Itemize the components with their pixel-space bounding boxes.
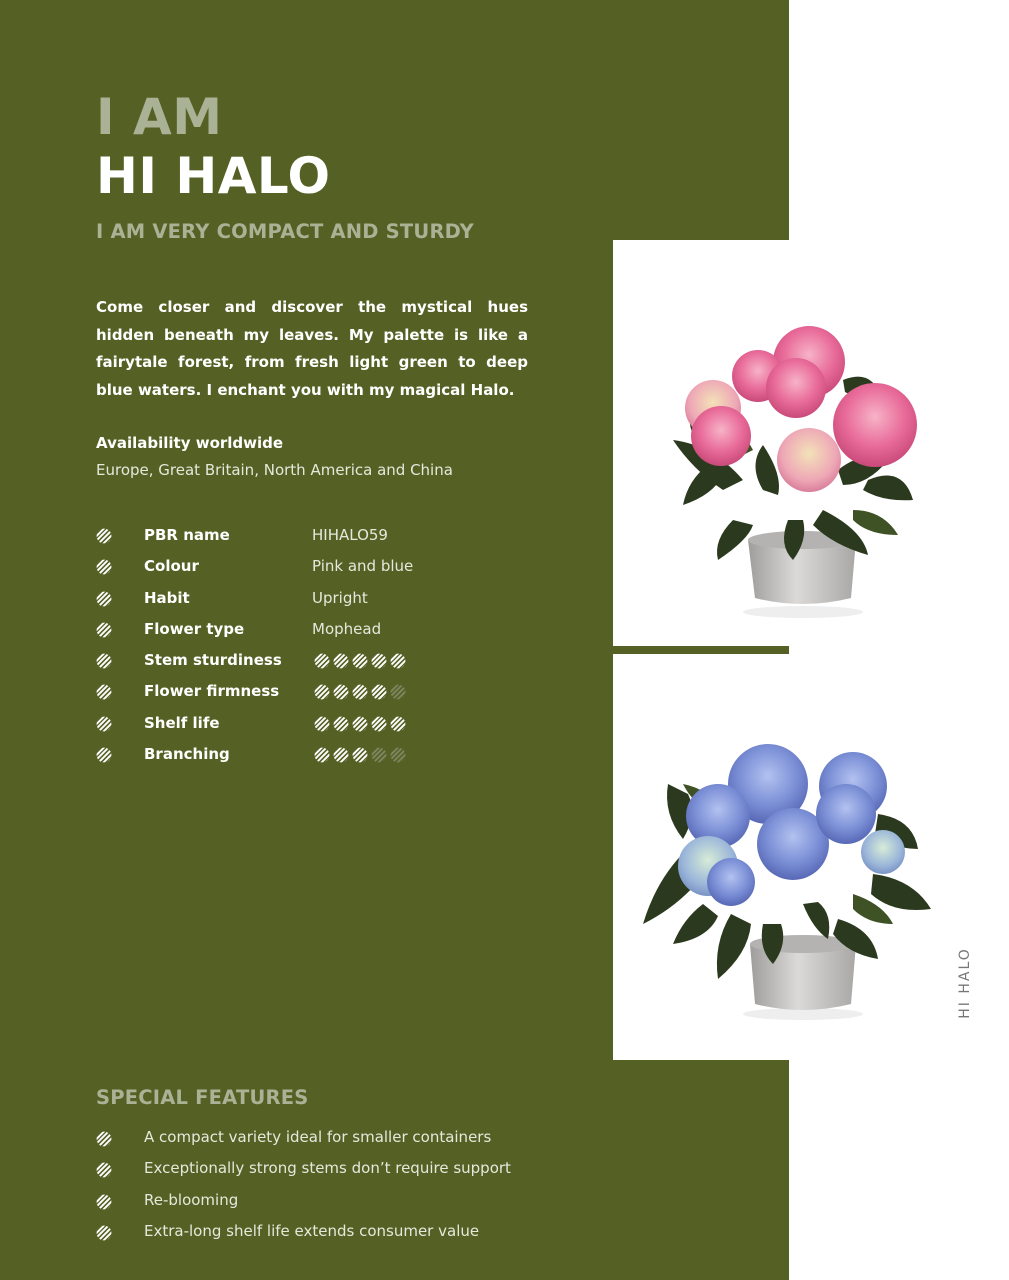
striped-disc-icon (96, 622, 112, 642)
spec-value: Mophead (312, 619, 382, 638)
striped-disc-icon (96, 747, 112, 767)
rating-dot-filled-icon (371, 653, 387, 673)
rating-dot-filled-icon (314, 653, 330, 673)
title-line-1: I AM (96, 88, 223, 146)
spec-label: Branching (144, 745, 230, 764)
rating-dot-filled-icon (371, 684, 387, 704)
rating-dot-filled-icon (352, 684, 368, 704)
rating-dot-filled-icon (390, 653, 406, 673)
striped-disc-icon (96, 1162, 112, 1182)
rating-dot-empty-icon (390, 747, 406, 767)
side-label (952, 942, 978, 1024)
intro-paragraph: Come closer and discover the mystical hues hidden beneath my leaves. My palette is like a fairytale forest, from fresh light green to deep blue waters. I enchant you with my magical Halo. (96, 298, 528, 399)
spec-label: Colour (144, 557, 199, 576)
special-features-heading: SPECIAL FEATURES (96, 1086, 309, 1109)
rating-dot-filled-icon (333, 684, 349, 704)
spec-value: Upright (312, 588, 368, 607)
rating-dot-empty-icon (390, 684, 406, 704)
feature-text: A compact variety ideal for smaller containers (144, 1128, 492, 1146)
rating-dot-filled-icon (390, 716, 406, 736)
striped-disc-icon (96, 559, 112, 579)
rating-dot-filled-icon (352, 653, 368, 673)
feature-text: Re-blooming (144, 1190, 239, 1209)
striped-disc-icon (96, 716, 112, 736)
pink-hydrangea-photo (613, 240, 970, 646)
rating-dot-filled-icon (371, 716, 387, 736)
spec-value: HIHALO59 (312, 526, 388, 544)
rating-dot-filled-icon (352, 716, 368, 736)
spec-label: Flower type (144, 619, 245, 638)
spec-label: Shelf life (144, 713, 220, 732)
spec-label: Stem sturdiness (144, 651, 282, 670)
spec-label: Flower firmness (144, 682, 280, 701)
feature-text: Extra-long shelf life extends consumer value (144, 1222, 480, 1241)
subtitle: I AM VERY COMPACT AND STURDY (96, 220, 474, 243)
rating-dot-empty-icon (371, 747, 387, 767)
rating-dot-filled-icon (333, 716, 349, 736)
availability-heading: Availability worldwide (96, 434, 284, 452)
spec-label: PBR name (144, 526, 230, 544)
striped-disc-icon (96, 1225, 112, 1245)
feature-text: Exceptionally strong stems don’t require support (144, 1159, 511, 1178)
rating-dot-filled-icon (333, 653, 349, 673)
striped-disc-icon (96, 1131, 112, 1151)
spec-label: Habit (144, 588, 190, 607)
blue-hydrangea-illustration (613, 654, 965, 1060)
blue-hydrangea-photo (613, 654, 965, 1060)
spec-value: Pink and blue (312, 557, 414, 576)
availability-value: Europe, Great Britain, North America and China (96, 461, 453, 479)
pink-hydrangea-illustration (613, 240, 970, 646)
side-label-text: HI HALO (957, 947, 973, 1019)
striped-disc-icon (96, 1194, 112, 1214)
striped-disc-icon (96, 684, 112, 704)
rating-dot-filled-icon (314, 684, 330, 704)
striped-disc-icon (96, 528, 112, 548)
rating-dot-filled-icon (333, 747, 349, 767)
rating-dot-filled-icon (352, 747, 368, 767)
product-name-title: HI HALO (96, 147, 331, 205)
rating-dot-filled-icon (314, 747, 330, 767)
striped-disc-icon (96, 591, 112, 611)
striped-disc-icon (96, 653, 112, 673)
rating-dot-filled-icon (314, 716, 330, 736)
